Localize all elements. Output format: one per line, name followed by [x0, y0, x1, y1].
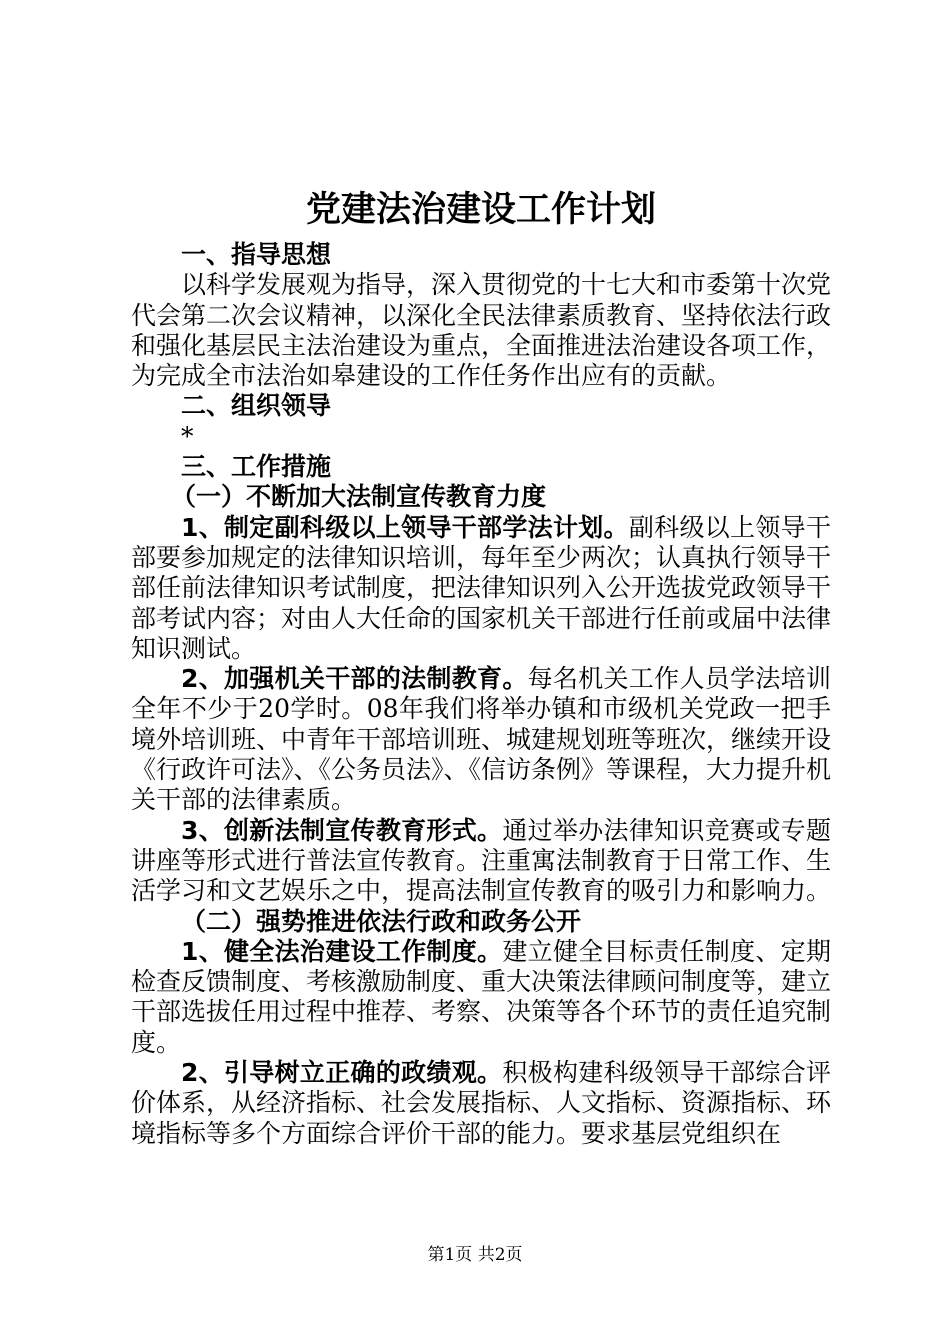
item-body: 每名机关工作人员学法培训全年不少于20学时。08年我们将举办镇和市级机关党政一把手境外培训班、中青年干部培训班、城建规划班等班次，继续开设《行政许可法》、《公务员法》、《信访条例》等课程，大力提升机关干部的法律素质。: [131, 664, 832, 815]
item-lead: 1、制定副科级以上领导干部学法计划。: [181, 512, 629, 542]
item-lead: 2、加强机关干部的法制教育。: [181, 664, 528, 694]
item-lead: 1、健全法治建设工作制度。: [181, 936, 503, 966]
section-heading-measures: 三、工作措施: [181, 452, 332, 482]
paragraph-organization: *: [181, 421, 194, 451]
list-item-study-plan: [131, 513, 831, 664]
item-lead: 2、引导树立正确的政绩观。: [181, 1058, 503, 1088]
list-item-education-forms: [131, 816, 831, 907]
section-heading-organization: 二、组织领导: [181, 391, 332, 421]
list-item-performance-view: [131, 1058, 831, 1149]
list-item-work-system: [131, 937, 831, 1058]
list-item-cadre-education: [131, 664, 831, 815]
item-body: 建立健全目标责任制度、定期检查反馈制度、考核激励制度、重大决策法律顾问制度等，建立干部选拔任用过程中推荐、考察、决策等各个环节的责任追究制度。: [131, 936, 832, 1057]
page-footer: 第1页 共2页: [427, 1245, 523, 1265]
section-heading-guiding-thought: 一、指导思想: [181, 240, 332, 269]
item-body: 副科级以上领导干部要参加规定的法律知识培训，每年至少两次；认真执行领导干部任前法律知识考试制度，把法律知识列入公开选拔党政领导干部考试内容；对由人大任命的国家机关干部进行任前或届中法律知识测试。: [131, 512, 832, 663]
page-title: 党建法治建设工作计划: [305, 190, 656, 230]
item-body: 通过举办法律知识竞赛或专题讲座等形式进行普法宣传教育。注重寓法制教育于日常工作、生活学习和文艺娱乐之中，提高法制宣传教育的吸引力和影响力。: [131, 815, 832, 906]
subsection-heading-legal-education: （一）不断加大法制宣传教育力度: [171, 482, 547, 512]
subsection-heading-administration: （二）强势推进依法行政和政务公开: [181, 906, 582, 936]
item-body: 积极构建科级领导干部综合评价体系，从经济指标、社会发展指标、人文指标、资源指标、环境指标等多个方面综合评价干部的能力。要求基层党组织在: [131, 1058, 832, 1148]
item-lead: 3、创新法制宣传教育形式。: [181, 815, 503, 845]
paragraph-guiding-thought: 以科学发展观为指导，深入贯彻党的十七大和市委第十次党代会第二次会议精神，以深化全民法律素质教育、坚持依法行政和强化基层民主法治建设为重点，全面推进法治建设各项工作，为完成全市法治如皋建设的工作任务作出应有的贡献。: [131, 270, 832, 391]
document-body: [131, 186, 831, 1149]
